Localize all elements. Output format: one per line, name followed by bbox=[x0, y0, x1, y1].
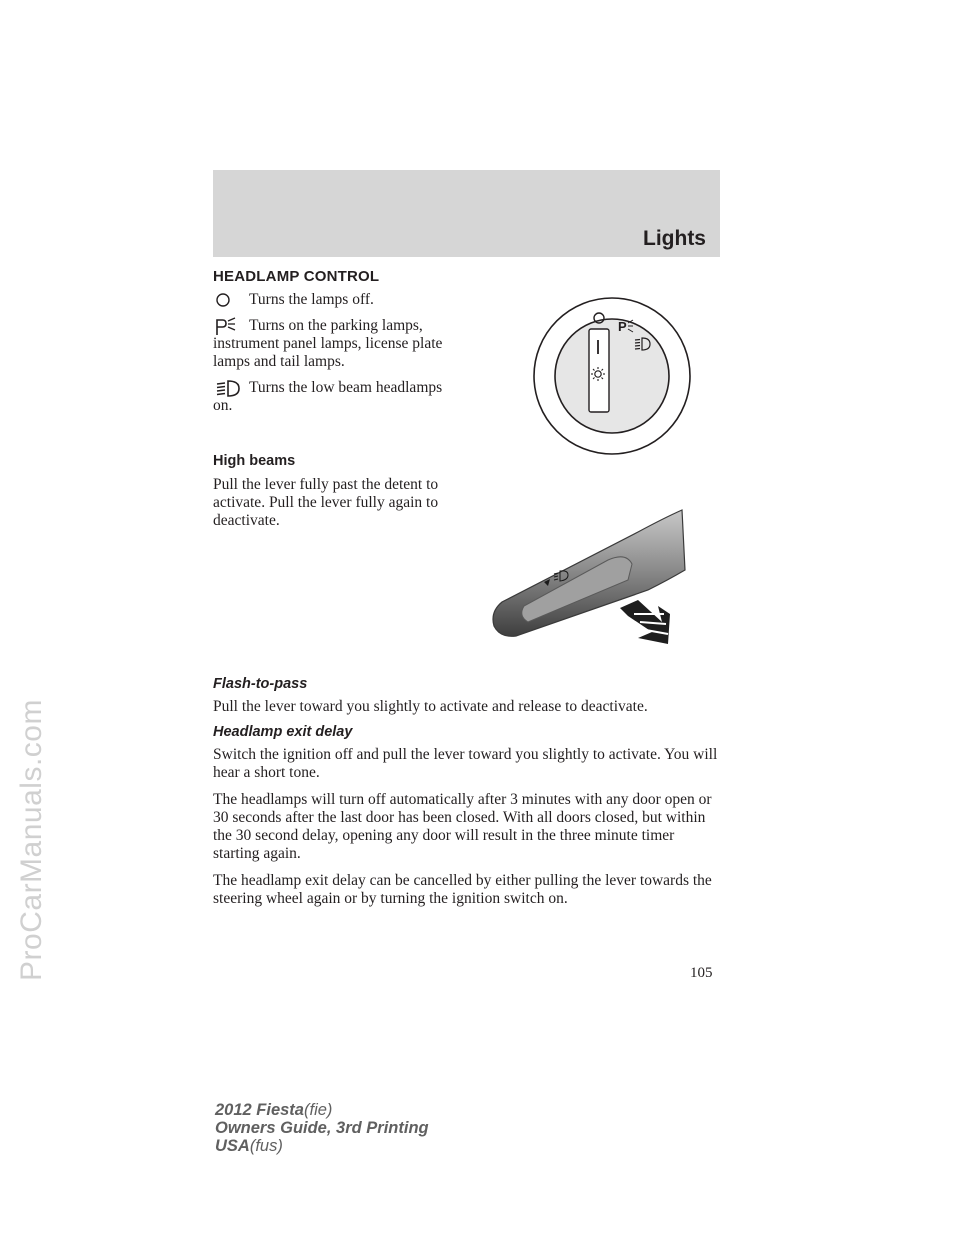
headlamp-switch-illustration bbox=[532, 296, 692, 456]
off-item bbox=[213, 291, 463, 309]
low-beam-item bbox=[213, 379, 463, 415]
footer-line-1 bbox=[215, 1101, 429, 1119]
parking-lamps-text: Turns on the parking lamps, bbox=[249, 317, 423, 334]
parking-lamps-item bbox=[213, 317, 463, 371]
parking-lamps-text-cont: instrument panel lamps, license plate lamps and tail lamps. bbox=[213, 335, 443, 370]
parking-lamps-icon bbox=[215, 317, 237, 342]
watermark bbox=[12, 520, 52, 1160]
footer-model: 2012 Fiesta bbox=[215, 1101, 304, 1119]
low-beam-text: Turns the low beam headlamps bbox=[249, 379, 443, 396]
footer-line-3 bbox=[215, 1137, 429, 1155]
page-number: 105 bbox=[690, 965, 713, 981]
footer-line-2 bbox=[215, 1119, 429, 1137]
pull-direction-arrow bbox=[620, 600, 670, 644]
watermark-text: ProCarManuals.com bbox=[15, 699, 48, 981]
exit-delay-paragraph: The headlamp exit delay can be cancelled by either pulling the lever towards the steering wheel again or by turning the ignition switch on. bbox=[213, 872, 712, 907]
switch-parking-letter: P bbox=[618, 319, 627, 334]
flash-to-pass-heading: Flash-to-pass bbox=[213, 676, 308, 692]
high-beams-heading: High beams bbox=[213, 453, 296, 469]
lever-figure bbox=[488, 504, 688, 648]
footer bbox=[215, 1101, 429, 1155]
footer-market: USA bbox=[215, 1137, 250, 1155]
low-beam-icon bbox=[215, 379, 241, 404]
off-circle-icon bbox=[215, 291, 231, 314]
flash-to-pass-text: Pull the lever toward you slightly to activate and release to deactivate. bbox=[213, 698, 648, 715]
high-beams-text: Pull the lever fully past the detent to activate. Pull the lever fully again to deactivate. bbox=[213, 476, 439, 529]
footer-model-code: (fie) bbox=[303, 1101, 333, 1119]
section-header bbox=[213, 170, 720, 257]
exit-delay-paragraph: Switch the ignition off and pull the lever toward you slightly to activate. You will hear a short tone. bbox=[213, 746, 718, 781]
off-item-text: Turns the lamps off. bbox=[249, 291, 374, 308]
exit-delay-paragraph: The headlamps will turn off automatically after 3 minutes with any door open or 30 seconds after the last door has been closed. With all doors closed, but within the 30 second delay, opening any door will result in the three minute timer starting again. bbox=[213, 791, 712, 862]
headlamp-control-heading: HEADLAMP CONTROL bbox=[213, 268, 380, 285]
footer-guide: Owners Guide, 3rd Printing bbox=[215, 1119, 429, 1137]
section-title: Lights bbox=[643, 227, 706, 250]
headlamp-switch-figure bbox=[532, 296, 692, 456]
low-beam-text-cont: on. bbox=[213, 397, 233, 414]
headlamp-exit-delay-heading: Headlamp exit delay bbox=[213, 724, 353, 740]
headlamp-lever-illustration bbox=[488, 504, 688, 648]
footer-market-code: (fus) bbox=[249, 1137, 283, 1155]
